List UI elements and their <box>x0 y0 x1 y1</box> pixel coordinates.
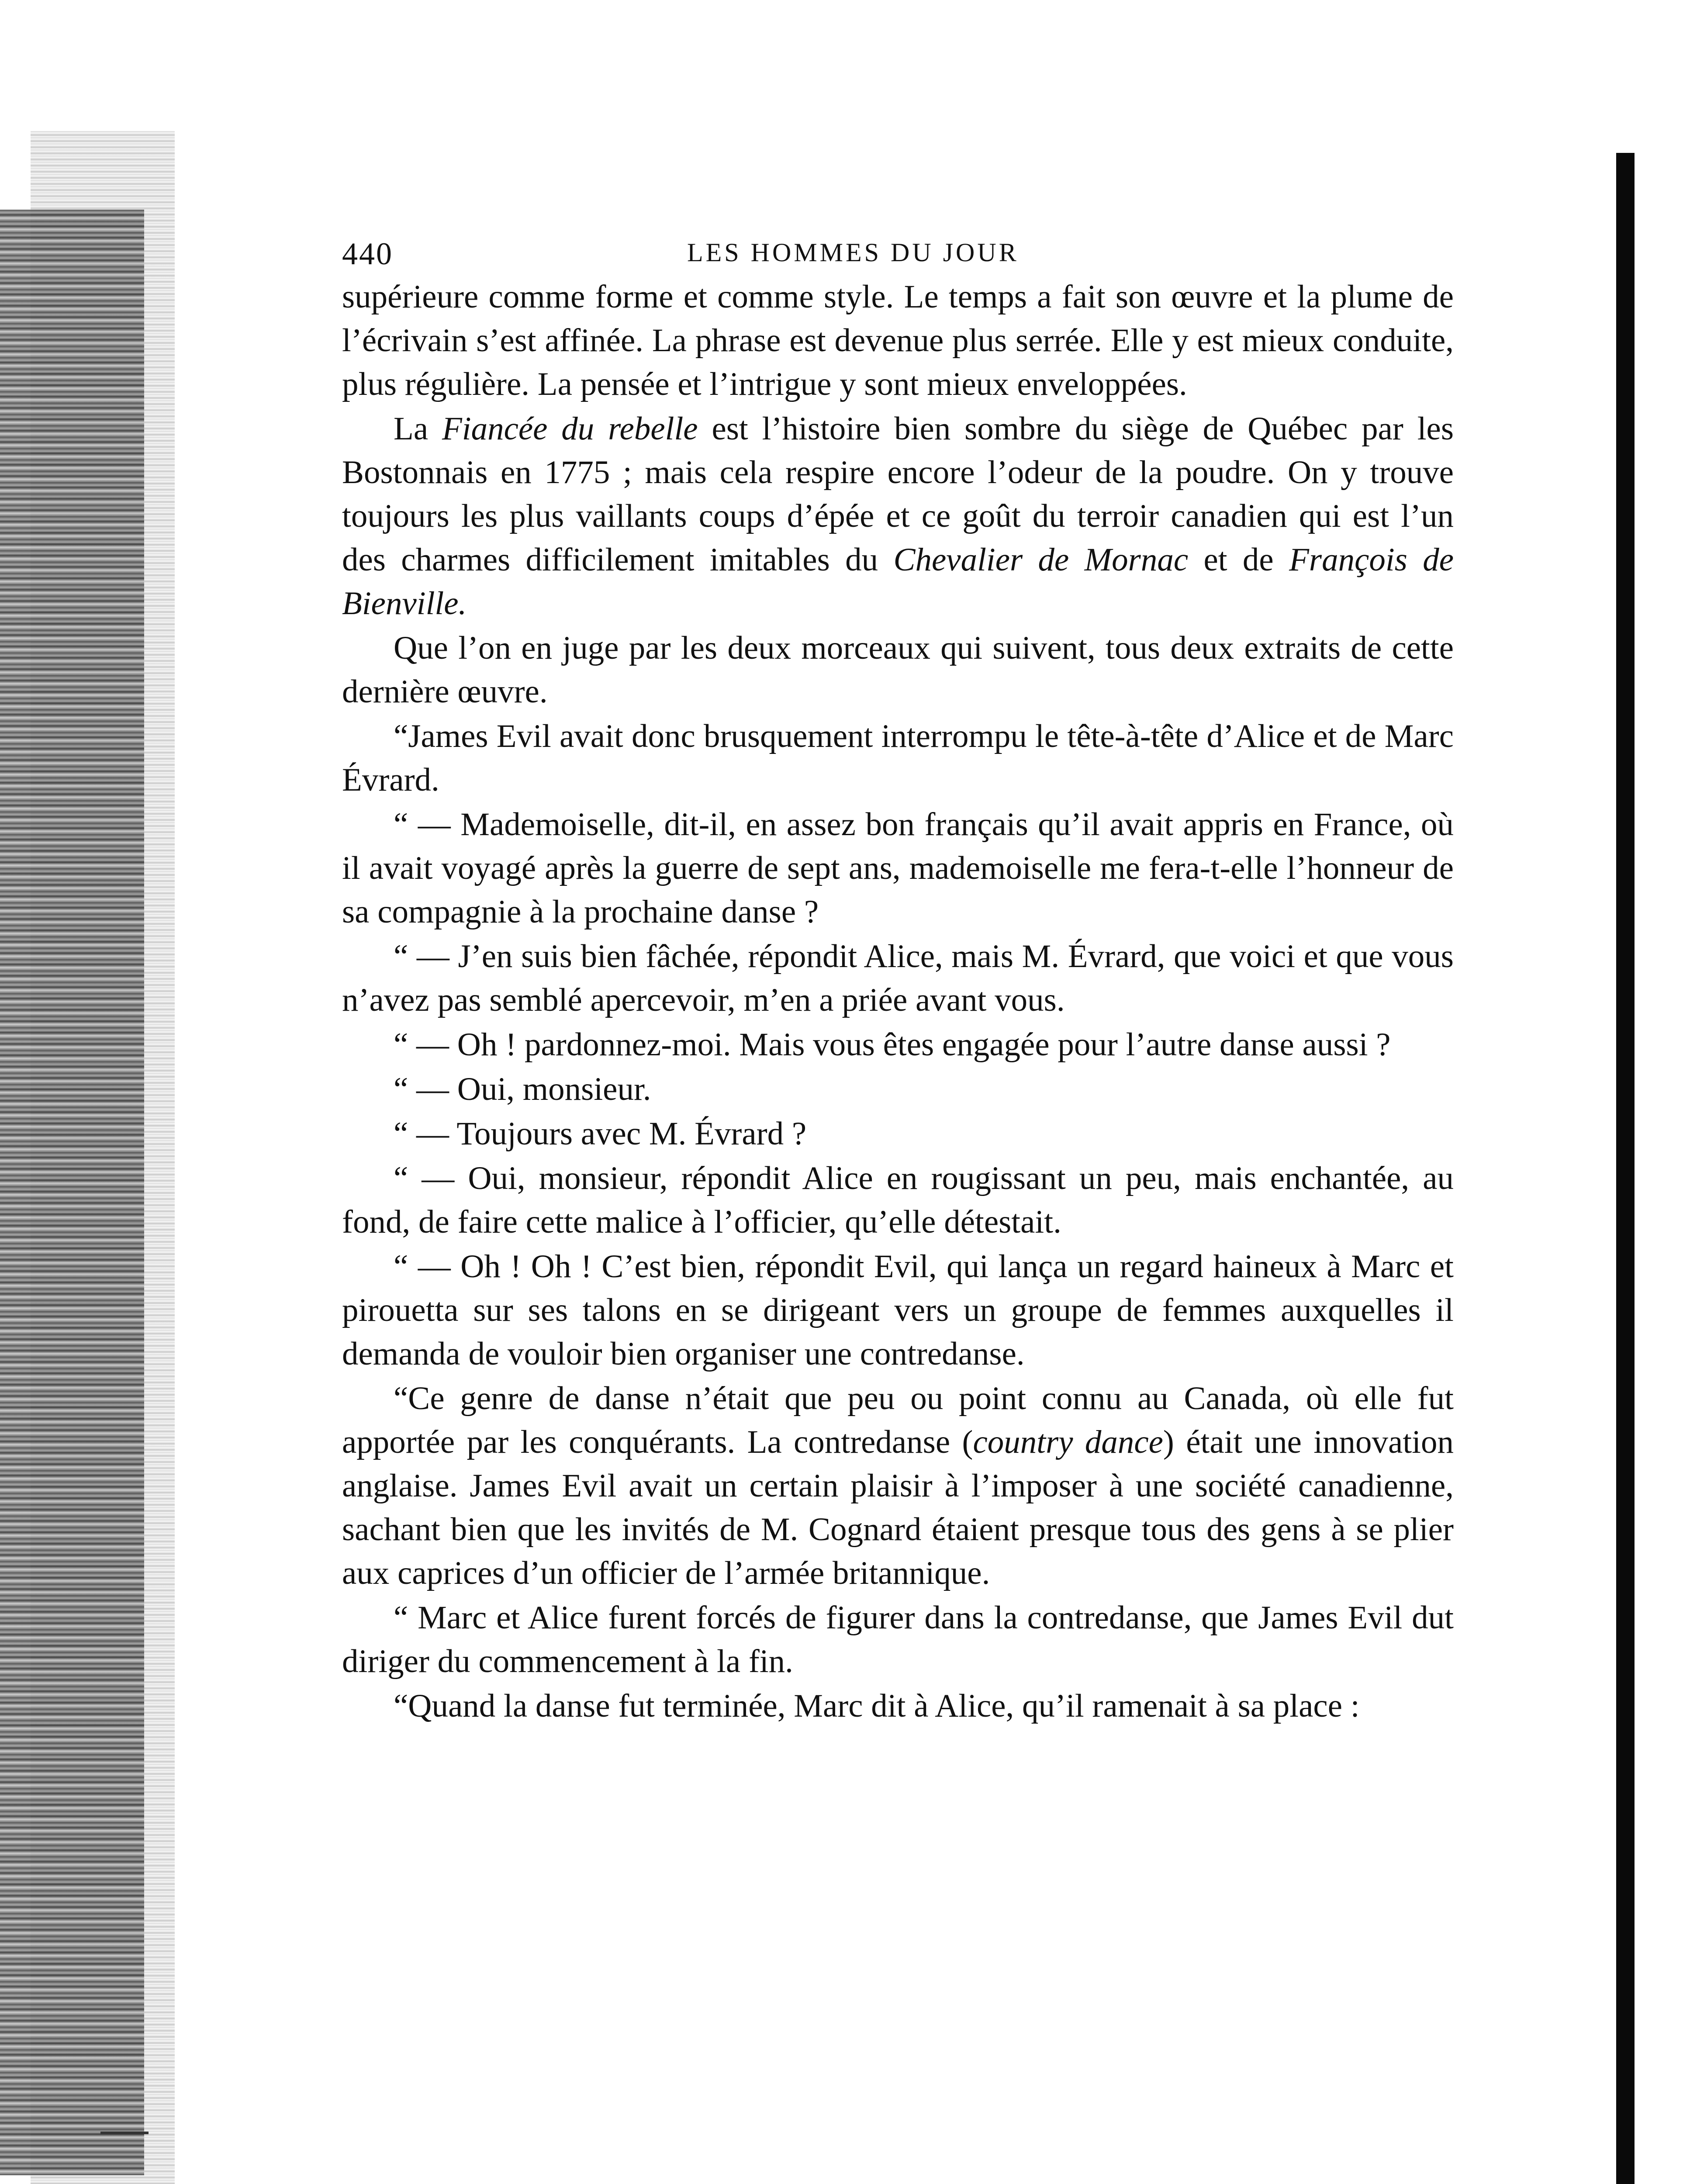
page-number: 440 <box>342 236 393 271</box>
paragraph <box>342 275 1454 406</box>
paragraph-text: “ — Toujours avec M. Évrard ? <box>394 1116 807 1152</box>
paragraph <box>342 1023 1454 1067</box>
paragraph-text: “ — Oui, monsieur, répondit Alice en rougissant un peu, mais enchantée, au fond, de faire cette malice à l’officier, qu’elle détestait. <box>342 1160 1454 1240</box>
paragraph <box>342 1377 1454 1595</box>
paragraph <box>342 935 1454 1022</box>
paragraph <box>342 803 1454 934</box>
italic-title-text: François de Bienville. <box>342 542 1454 622</box>
paragraph-text: Que l’on en juge par les deux morceaux qui suivent, tous deux extraits de cette dernière œuvre. <box>342 630 1454 710</box>
paragraph-text: “ Marc et Alice furent forcés de figurer dans la contredanse, que James Evil dut diriger du commencement à la fin. <box>342 1600 1454 1679</box>
paragraph-text: “ — Oui, monsieur. <box>394 1071 651 1107</box>
scan-right-border <box>1616 153 1635 2184</box>
paragraph-text: “ — Oh ! Oh ! C’est bien, répondit Evil, qui lança un regard haineux à Marc et pirouetta sur ses talons en se dirigeant vers un groupe de femmes auxquelles il demanda de vouloir bien organiser une contredanse. <box>342 1248 1454 1372</box>
paragraph-text: ) était une innovation anglaise. James Evil avait un certain plaisir à l’imposer à une société canadienne, sachant bien que les invités de M. Cognard étaient presque tous des gens à se plier aux caprices d’un officier de l’armée britannique. <box>342 1424 1454 1591</box>
page-content <box>342 232 1454 1729</box>
paragraph-text: La <box>394 411 442 447</box>
italic-title-text: country dance <box>973 1424 1163 1460</box>
paragraph-text: “ — Mademoiselle, dit-il, en assez bon français qu’il avait appris en France, où il avait voyagé après la guerre de sept ans, mademoiselle me fera-t-elle l’honneur de sa compagnie à la prochaine danse ? <box>342 806 1454 930</box>
paragraph-text: “ — J’en suis bien fâchée, répondit Alice, mais M. Évrard, que voici et que vous n’avez pas semblé apercevoir, m’en a priée avant vous. <box>342 938 1454 1018</box>
paragraph <box>342 1684 1454 1728</box>
paragraph-text: “James Evil avait donc brusquement interrompu le tête-à-tête d’Alice et de Marc Évrard. <box>342 718 1454 798</box>
paragraph <box>342 1245 1454 1376</box>
paragraph <box>342 626 1454 714</box>
paragraph-text: “ — Oh ! pardonnez-moi. Mais vous êtes engagée pour l’autre danse aussi ? <box>394 1026 1391 1063</box>
paragraph <box>342 1112 1454 1156</box>
paragraph-text: est l’histoire bien sombre du siège de Québec par les Bostonnais en 1775 ; mais cela respire encore l’odeur de la poudre. On y trouve toujours les plus vaillants coups d’épée et ce goût du terroir canadien qui est l’un des charmes difficilement imitables du <box>342 411 1454 578</box>
running-head <box>342 232 1454 275</box>
paragraph <box>342 1068 1454 1111</box>
paragraph <box>342 1157 1454 1244</box>
paragraph-text: “Quand la danse fut terminée, Marc dit à Alice, qu’il ramenait à sa place : <box>394 1688 1360 1724</box>
running-title: LES HOMMES DU JOUR <box>687 238 1019 267</box>
paragraph <box>342 407 1454 625</box>
paragraph <box>342 1596 1454 1683</box>
italic-title-text: Fiancée du rebelle <box>442 411 698 447</box>
paragraph-text: supérieure comme forme et comme style. Le temps a fait son œuvre et la plume de l’écrivain s’est affinée. La phrase est devenue plus serrée. Elle y est mieux conduite, plus régulière. La pensée et l’intrigue y sont mieux enveloppées. <box>342 279 1454 402</box>
paragraph <box>342 715 1454 802</box>
scan-edge-mark <box>100 2132 149 2134</box>
paragraph-text: et de <box>1188 542 1289 578</box>
italic-title-text: Chevalier de Mornac <box>893 542 1189 578</box>
body-text <box>342 275 1454 1728</box>
scan-binding-shadow <box>0 210 144 2175</box>
paragraph-text: “Ce genre de danse n’était que peu ou point connu au Canada, où elle fut apportée par les conquérants. La contredanse ( <box>342 1380 1454 1460</box>
